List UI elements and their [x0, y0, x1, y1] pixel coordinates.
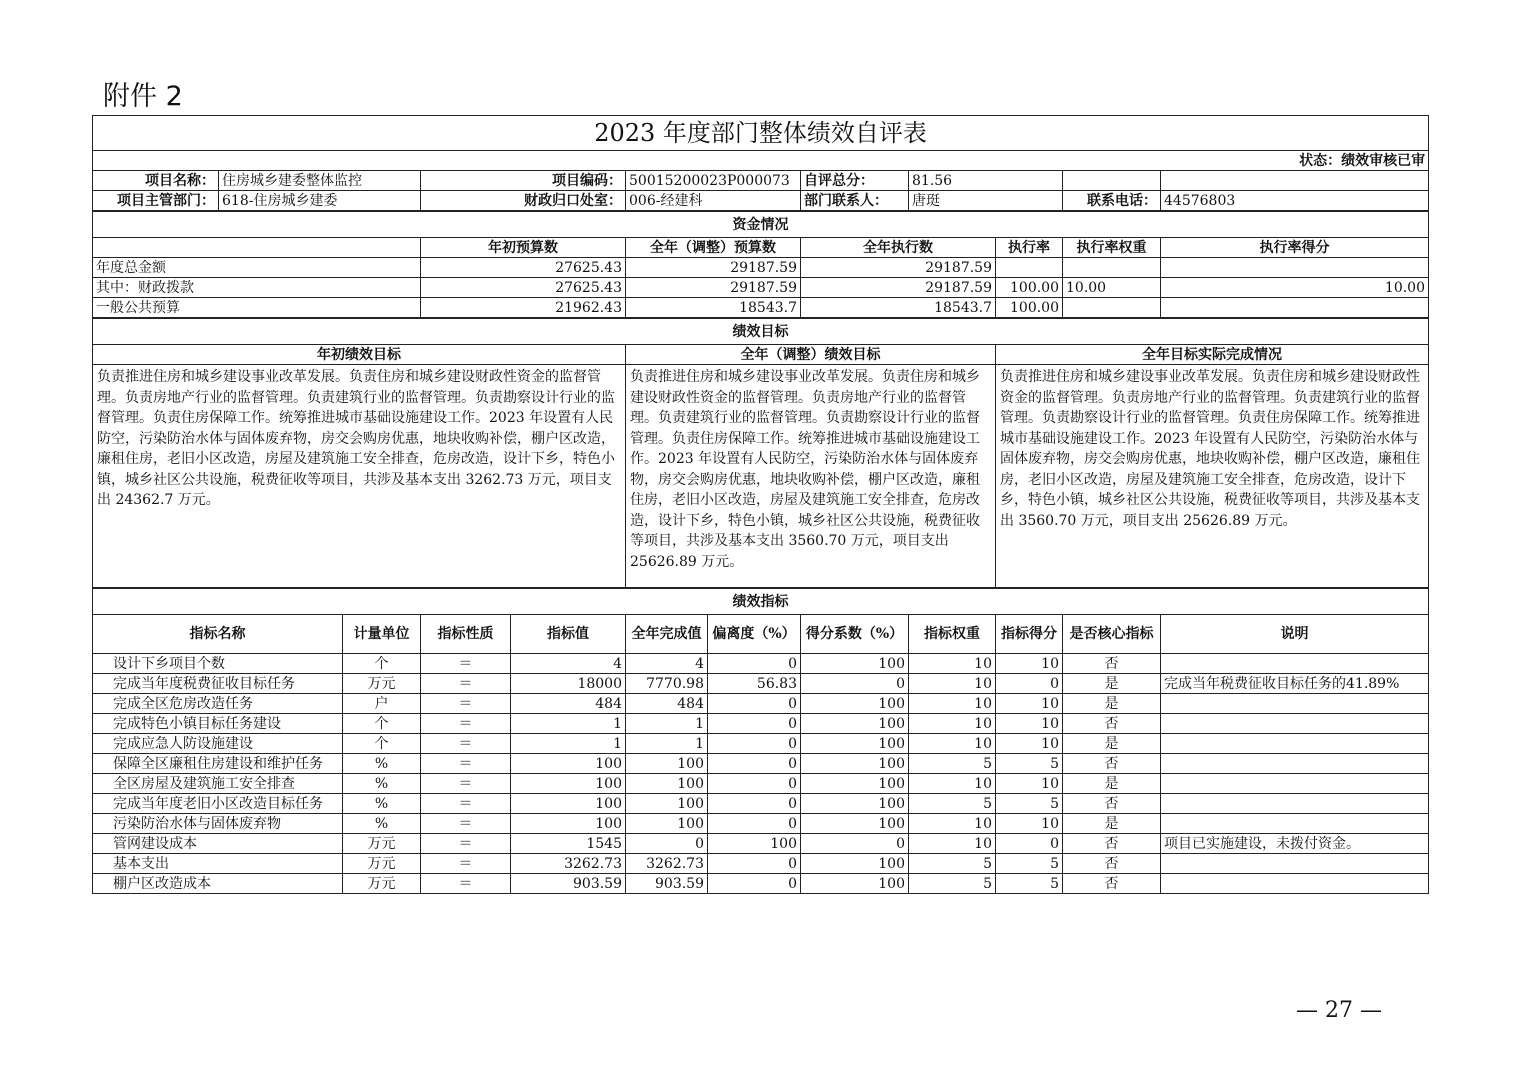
indicator-cell: 100: [626, 794, 708, 814]
indicator-cell: 5: [909, 754, 996, 774]
indicator-cell: 903.59: [511, 874, 626, 894]
funds-cell: 一般公共预算: [93, 298, 421, 318]
funds-cell: 100.00: [996, 298, 1063, 318]
indicator-cell: 100: [801, 754, 909, 774]
indicator-cell: 否: [1063, 654, 1161, 674]
funds-cell: 18543.7: [801, 298, 996, 318]
indicator-cell: 100: [801, 814, 909, 834]
indicator-cell: 100: [801, 694, 909, 714]
indicator-cell: [1161, 774, 1429, 794]
indicator-cell: 0: [996, 674, 1063, 694]
indicator-cell: 万元: [343, 854, 421, 874]
funds-header-row: [93, 238, 1429, 258]
indicator-cell: 1: [511, 714, 626, 734]
indicator-cell: %: [343, 814, 421, 834]
indicator-cell: 10: [996, 654, 1063, 674]
indicator-cell: 完成应急人防设施建设: [93, 734, 343, 754]
indicator-cell: 4: [626, 654, 708, 674]
indicator-cell: 个: [343, 734, 421, 754]
indicator-cell: 10: [996, 714, 1063, 734]
empty-cell: [1063, 171, 1161, 191]
funds-row: [93, 298, 1429, 318]
indicator-cell: %: [343, 794, 421, 814]
indicator-header: 指标值: [511, 615, 626, 654]
indicator-cell: 完成特色小镇目标任务建设: [93, 714, 343, 734]
indicator-cell: 100: [801, 774, 909, 794]
funds-header: 执行率权重: [1063, 238, 1161, 258]
indicator-cell: 是: [1063, 774, 1161, 794]
indicator-header: 计量单位: [343, 615, 421, 654]
indicator-cell: 0: [708, 874, 801, 894]
indicator-cell: ＝: [421, 654, 511, 674]
indicator-cell: 万元: [343, 874, 421, 894]
indicator-cell: [1161, 694, 1429, 714]
indicator-cell: [1161, 734, 1429, 754]
indicator-cell: 10: [909, 674, 996, 694]
form-title: 2023 年度部门整体绩效自评表: [93, 116, 1429, 151]
indicator-cell: 0: [626, 834, 708, 854]
indicator-cell: 基本支出: [93, 854, 343, 874]
indicator-cell: 完成全区危房改造任务: [93, 694, 343, 714]
phone-label: 联系电话：: [1063, 191, 1161, 211]
empty-cell: [1161, 171, 1429, 191]
funds-cell: [1161, 258, 1429, 278]
goals-table: [92, 318, 1429, 588]
indicator-cell: 56.83: [708, 674, 801, 694]
indicator-cell: 100: [511, 774, 626, 794]
goal-header-actual: 全年目标实际完成情况: [996, 345, 1429, 365]
indicator-cell: 100: [626, 754, 708, 774]
funds-header: 年初预算数: [421, 238, 626, 258]
table-row: [93, 774, 1429, 794]
goal-text-actual: 负责推进住房和城乡建设事业改革发展。负责住房和城乡建设财政性资金的监督管理。负责房地产行业的监督管理。负责建筑行业的监督管理。负责勘察设计行业的监督管理。负责住房保障工作。统筹推进城市基础设施建设工作。2023 年设置有人民防空，污染防治水体与固体废弃物，房交会购房优惠，地块收购补偿，棚户区改造，廉租住房，老旧小区改造，房屋及建筑施工安全排查，危房改造，设计下乡，特色小镇，城乡社区公共设施，税费征收等项目，共涉及基本支出 3560.70 万元，项目支出 25626.89 万元。: [996, 365, 1429, 588]
score: 81.56: [909, 171, 1063, 191]
indicator-cell: ＝: [421, 834, 511, 854]
contact: 唐珽: [909, 191, 1063, 211]
indicator-cell: ＝: [421, 854, 511, 874]
indicator-cell: 100: [801, 734, 909, 754]
indicator-cell: 10: [909, 814, 996, 834]
indicator-header: 指标性质: [421, 615, 511, 654]
self-evaluation-form: [92, 115, 1428, 894]
funds-cell: 年度总金额: [93, 258, 421, 278]
indicator-cell: 10: [909, 774, 996, 794]
funds-cell: 21962.43: [421, 298, 626, 318]
indicator-cell: 100: [511, 754, 626, 774]
funds-section-title: 资金情况: [93, 212, 1429, 238]
funds-header: 执行率得分: [1161, 238, 1429, 258]
indicator-cell: 1: [626, 734, 708, 754]
funds-cell: [1063, 258, 1161, 278]
indicator-cell: 100: [801, 854, 909, 874]
indicator-cell: 100: [801, 874, 909, 894]
table-row: [93, 854, 1429, 874]
indicator-cell: [1161, 754, 1429, 774]
dept: 618-住房城乡建委: [219, 191, 421, 211]
page-number: — 27 —: [1296, 998, 1382, 1023]
indicator-cell: 是: [1063, 674, 1161, 694]
funds-header: 执行率: [996, 238, 1063, 258]
indicator-cell: 0: [708, 774, 801, 794]
funds-row: [93, 258, 1429, 278]
indicator-cell: 5: [996, 754, 1063, 774]
indicator-cell: 5: [909, 874, 996, 894]
funds-cell: 29187.59: [626, 258, 801, 278]
indicator-cell: ＝: [421, 734, 511, 754]
indicator-header: 指标名称: [93, 615, 343, 654]
indicator-cell: 0: [708, 714, 801, 734]
indicator-cell: 100: [801, 794, 909, 814]
indicator-cell: 设计下乡项目个数: [93, 654, 343, 674]
contact-label: 部门联系人：: [801, 191, 909, 211]
indicator-cell: 0: [708, 854, 801, 874]
indicator-cell: 个: [343, 714, 421, 734]
indicator-cell: [1161, 874, 1429, 894]
indicator-cell: ＝: [421, 794, 511, 814]
indicator-cell: 0: [708, 794, 801, 814]
funds-header: [93, 238, 421, 258]
indicator-cell: ＝: [421, 694, 511, 714]
indicator-cell: 5: [996, 854, 1063, 874]
indicator-header: 全年完成值: [626, 615, 708, 654]
indicator-cell: 否: [1063, 854, 1161, 874]
indicator-cell: 903.59: [626, 874, 708, 894]
indicator-cell: 全区房屋及建筑施工安全排查: [93, 774, 343, 794]
indicator-cell: ＝: [421, 814, 511, 834]
funds-cell: 18543.7: [626, 298, 801, 318]
indicator-cell: 1: [626, 714, 708, 734]
indicator-cell: 100: [626, 814, 708, 834]
office: 006-经建科: [626, 191, 801, 211]
table-row: [93, 654, 1429, 674]
funds-header: 全年（调整）预算数: [626, 238, 801, 258]
goal-header-adjusted: 全年（调整）绩效目标: [626, 345, 996, 365]
indicator-cell: 5: [996, 794, 1063, 814]
funds-cell: 10.00: [1161, 278, 1429, 298]
table-row: [93, 814, 1429, 834]
indicator-cell: 否: [1063, 714, 1161, 734]
indicator-cell: 管网建设成本: [93, 834, 343, 854]
dept-label: 项目主管部门：: [93, 191, 219, 211]
indicators-section-title: 绩效指标: [93, 589, 1429, 615]
indicator-cell: ＝: [421, 874, 511, 894]
indicator-cell: [1161, 814, 1429, 834]
indicator-cell: 100: [511, 814, 626, 834]
indicator-cell: [1161, 854, 1429, 874]
indicator-cell: 完成当年税费征收目标任务的41.89%: [1161, 674, 1429, 694]
indicator-cell: [1161, 794, 1429, 814]
funds-cell: 其中：财政拨款: [93, 278, 421, 298]
indicator-cell: 10: [996, 814, 1063, 834]
indicator-cell: ＝: [421, 714, 511, 734]
indicator-cell: 污染防治水体与固体废弃物: [93, 814, 343, 834]
indicator-cell: 100: [801, 654, 909, 674]
indicator-cell: 户: [343, 694, 421, 714]
indicator-cell: 保障全区廉租住房建设和维护任务: [93, 754, 343, 774]
indicator-cell: 4: [511, 654, 626, 674]
funds-cell: 29187.59: [801, 278, 996, 298]
indicator-cell: 10: [909, 654, 996, 674]
indicator-cell: 否: [1063, 874, 1161, 894]
indicator-cell: 否: [1063, 834, 1161, 854]
indicator-cell: 0: [708, 814, 801, 834]
table-row: [93, 674, 1429, 694]
indicator-cell: 100: [511, 794, 626, 814]
indicator-header: 指标权重: [909, 615, 996, 654]
indicator-cell: 10: [996, 774, 1063, 794]
indicator-cell: 项目已实施建设，未拨付资金。: [1161, 834, 1429, 854]
funds-cell: 27625.43: [421, 258, 626, 278]
indicator-cell: %: [343, 774, 421, 794]
status-badge: 状态：绩效审核已审: [93, 151, 1429, 171]
funds-cell: 27625.43: [421, 278, 626, 298]
table-row: [93, 734, 1429, 754]
goal-text-adjusted: 负责推进住房和城乡建设事业改革发展。负责住房和城乡建设财政性资金的监督管理。负责房地产行业的监督管理。负责建筑行业的监督管理。负责勘察设计行业的监督管理。负责住房保障工作。统筹推进城市基础设施建设工作。2023 年设置有人民防空，污染防治水体与固体废弃物，房交会购房优惠，地块收购补偿，棚户区改造，廉租住房，老旧小区改造，房屋及建筑施工安全排查，危房改造，设计下乡，特色小镇，城乡社区公共设施，税费征收等项目，共涉及基本支出 3560.70 万元，项目支出 25626.89 万元。: [626, 365, 996, 588]
indicator-cell: [1161, 654, 1429, 674]
funds-cell: 100.00: [996, 278, 1063, 298]
indicator-cell: 10: [909, 714, 996, 734]
indicator-cell: 0: [996, 834, 1063, 854]
indicator-cell: 完成当年度税费征收目标任务: [93, 674, 343, 694]
indicator-cell: 否: [1063, 794, 1161, 814]
indicator-header: 偏离度（%）: [708, 615, 801, 654]
indicator-header: 指标得分: [996, 615, 1063, 654]
indicator-cell: 1545: [511, 834, 626, 854]
table-row: [93, 874, 1429, 894]
indicator-cell: 7770.98: [626, 674, 708, 694]
indicator-header: 得分系数（%）: [801, 615, 909, 654]
indicator-cell: 0: [708, 654, 801, 674]
indicator-cell: 5: [909, 854, 996, 874]
indicator-cell: 0: [801, 834, 909, 854]
indicator-cell: 484: [626, 694, 708, 714]
attachment-label: 附件 2: [103, 81, 183, 112]
indicator-cell: 10: [909, 734, 996, 754]
indicator-cell: %: [343, 754, 421, 774]
table-row: [93, 714, 1429, 734]
goal-text-initial: 负责推进住房和城乡建设事业改革发展。负责住房和城乡建设财政性资金的监督管理。负责房地产行业的监督管理。负责建筑行业的监督管理。负责勘察设计行业的监督管理。负责住房保障工作。统筹推进城市基础设施建设工作。2023 年设置有人民防空，污染防治水体与固体废弃物，房交会购房优惠，地块收购补偿，棚户区改造，廉租住房，老旧小区改造，房屋及建筑施工安全排查，危房改造，设计下乡，特色小镇，城乡社区公共设施，税费征收等项目，共涉及基本支出 3262.73 万元，项目支出 24362.7 万元。: [93, 365, 626, 588]
header-table: [92, 115, 1429, 211]
indicator-cell: ＝: [421, 674, 511, 694]
indicator-header: 是否核心指标: [1063, 615, 1161, 654]
indicator-cell: ＝: [421, 754, 511, 774]
indicator-cell: 10: [996, 694, 1063, 714]
table-row: [93, 694, 1429, 714]
indicator-cell: 100: [626, 774, 708, 794]
indicator-cell: 10: [996, 734, 1063, 754]
funds-cell: 10.00: [1063, 278, 1161, 298]
table-row: [93, 794, 1429, 814]
indicator-cell: 完成当年度老旧小区改造目标任务: [93, 794, 343, 814]
indicator-cell: 18000: [511, 674, 626, 694]
indicator-cell: 0: [708, 734, 801, 754]
indicator-cell: 是: [1063, 734, 1161, 754]
indicator-cell: 10: [909, 694, 996, 714]
indicator-cell: 0: [708, 694, 801, 714]
project-code: 50015200023P000073: [626, 171, 801, 191]
table-row: [93, 754, 1429, 774]
goals-section-title: 绩效目标: [93, 319, 1429, 345]
indicator-cell: 100: [801, 714, 909, 734]
table-row: [93, 834, 1429, 854]
indicators-table: [92, 588, 1429, 894]
indicator-cell: 3262.73: [511, 854, 626, 874]
funds-cell: [1063, 298, 1161, 318]
project-name: 住房城乡建委整体监控: [219, 171, 421, 191]
indicator-cell: ＝: [421, 774, 511, 794]
funds-cell: 29187.59: [626, 278, 801, 298]
score-label: 自评总分：: [801, 171, 909, 191]
funds-table: [92, 211, 1429, 318]
phone: 44576803: [1161, 191, 1429, 211]
indicator-cell: 3262.73: [626, 854, 708, 874]
indicators-header-row: [93, 615, 1429, 654]
funds-row: [93, 278, 1429, 298]
indicator-cell: 100: [708, 834, 801, 854]
project-code-label: 项目编码：: [421, 171, 626, 191]
indicator-cell: 1: [511, 734, 626, 754]
indicator-cell: 5: [909, 794, 996, 814]
indicator-cell: 是: [1063, 814, 1161, 834]
goal-header-initial: 年初绩效目标: [93, 345, 626, 365]
funds-cell: [1161, 298, 1429, 318]
funds-cell: [996, 258, 1063, 278]
funds-header: 全年执行数: [801, 238, 996, 258]
indicator-cell: 万元: [343, 834, 421, 854]
office-label: 财政归口处室：: [421, 191, 626, 211]
indicator-cell: 484: [511, 694, 626, 714]
indicator-cell: 万元: [343, 674, 421, 694]
indicator-cell: 是: [1063, 694, 1161, 714]
indicator-cell: 0: [801, 674, 909, 694]
indicator-header: 说明: [1161, 615, 1429, 654]
indicator-cell: 棚户区改造成本: [93, 874, 343, 894]
indicator-cell: 0: [708, 754, 801, 774]
funds-cell: 29187.59: [801, 258, 996, 278]
indicator-cell: 否: [1063, 754, 1161, 774]
indicator-cell: 5: [996, 874, 1063, 894]
indicator-cell: [1161, 714, 1429, 734]
indicator-cell: 个: [343, 654, 421, 674]
indicator-cell: 10: [909, 834, 996, 854]
project-name-label: 项目名称：: [93, 171, 219, 191]
